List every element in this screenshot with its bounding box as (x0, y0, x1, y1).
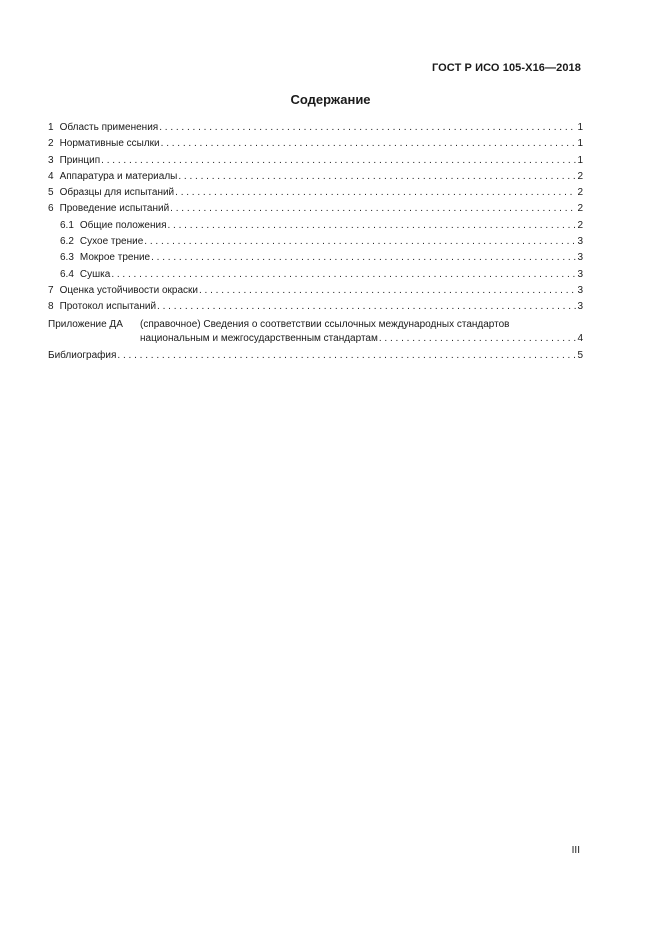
toc-item-1[interactable] (48, 120, 583, 136)
toc-item-number: 4 (48, 170, 54, 182)
toc-item-label: Область применения (59, 122, 159, 133)
toc-item-3[interactable] (48, 153, 583, 169)
toc-item-label: Принцип (59, 154, 101, 166)
toc-leader-dots (379, 332, 577, 346)
page-number: III (571, 845, 580, 856)
toc-item-7[interactable] (48, 283, 583, 299)
toc-item-page: 3 (577, 284, 583, 296)
toc-item-number: 6.3 (60, 252, 74, 264)
toc-leader-dots (111, 267, 576, 283)
toc-item-label: Сушка (79, 268, 111, 280)
toc-item-label: Аппаратура и материалы (59, 170, 178, 182)
toc-item-page: 3 (577, 268, 583, 280)
toc-item-8[interactable] (48, 299, 583, 315)
toc-item-label: Протокол испытаний (59, 301, 157, 313)
toc-item-4[interactable] (48, 169, 583, 185)
toc-item-6-4[interactable] (48, 267, 583, 283)
toc-item-label: Проведение испытаний (59, 203, 170, 215)
toc-item-label: Нормативные ссылки (59, 138, 160, 150)
toc-item-number: 6.4 (60, 268, 74, 280)
toc-item-page: 3 (577, 252, 583, 264)
toc-title: Содержание (290, 92, 371, 107)
toc-item-number: 6 (48, 203, 54, 215)
toc-leader-dots (117, 348, 576, 364)
toc-item-number: 6.1 (60, 219, 74, 231)
toc-item-6-1[interactable] (48, 218, 583, 234)
toc-item-number: 3 (48, 154, 54, 166)
toc-item-label: Оценка устойчивости окраски (59, 284, 198, 296)
toc-item-5[interactable] (48, 185, 583, 201)
toc-leader-dots (159, 120, 576, 136)
toc-item-number: 8 (48, 301, 54, 313)
toc-item-page: 1 (577, 154, 583, 166)
toc-item-page: 1 (577, 138, 583, 150)
toc-item-2[interactable] (48, 136, 583, 152)
toc-leader-dots (161, 136, 577, 152)
toc-item-bibliography[interactable] (48, 348, 583, 364)
annex-title-line2: национальным и межгосударственным стандартам (140, 332, 378, 344)
toc-leader-dots (170, 201, 576, 217)
annex-lead: Приложение ДА (48, 318, 123, 330)
toc-item-number: 1 (48, 122, 54, 133)
table-of-contents (48, 120, 583, 364)
toc-item-6-3[interactable] (48, 250, 583, 266)
toc-item-page: 5 (577, 349, 583, 361)
toc-leader-dots (178, 169, 576, 185)
toc-item-number: 2 (48, 138, 54, 150)
toc-leader-dots (144, 234, 576, 250)
toc-item-page: 2 (577, 203, 583, 215)
toc-item-page: 4 (577, 332, 583, 344)
toc-item-label: Образцы для испытаний (59, 187, 175, 199)
toc-item-page: 2 (577, 187, 583, 199)
toc-item-6[interactable] (48, 201, 583, 217)
toc-item-number: 6.2 (60, 236, 74, 248)
toc-item-number: 5 (48, 187, 54, 199)
toc-leader-dots (101, 153, 576, 169)
toc-item-page: 1 (577, 122, 583, 133)
toc-item-6-2[interactable] (48, 234, 583, 250)
toc-item-page: 3 (577, 236, 583, 248)
toc-leader-dots (168, 218, 577, 234)
toc-item-label: Сухое трение (79, 236, 144, 248)
toc-item-page: 3 (577, 301, 583, 313)
toc-item-page: 2 (577, 170, 583, 182)
annex-title-line1: (справочное) Сведения о соответствии ссылочных международных стандартов (140, 318, 510, 330)
toc-item-number: 7 (48, 284, 54, 296)
toc-item-label: Мокрое трение (79, 252, 151, 264)
toc-item-label: Общие положения (79, 219, 167, 231)
document-code-header: ГОСТ Р ИСО 105-Х16—2018 (431, 62, 581, 74)
toc-item-page: 2 (577, 219, 583, 231)
toc-leader-dots (175, 185, 576, 201)
toc-leader-dots (199, 283, 576, 299)
toc-item-annex[interactable] (48, 318, 583, 346)
toc-leader-dots (151, 250, 576, 266)
toc-leader-dots (157, 299, 576, 315)
toc-item-label: Библиография (48, 349, 117, 361)
